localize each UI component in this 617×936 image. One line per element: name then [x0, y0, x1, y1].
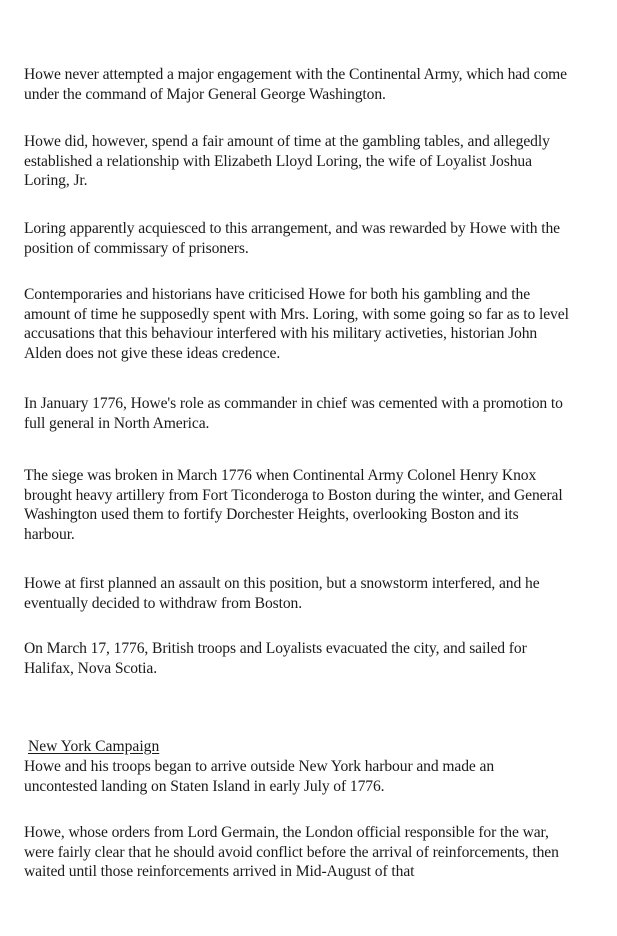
paragraph-gambling: Howe did, however, spend a fair amount of time at the gambling tables, and allegedly established a relationship with Elizabeth Lloyd Loring, the wife of Loyalist Joshua Loring, Jr. [24, 133, 550, 189]
paragraph-withdraw: Howe at first planned an assault on this position, but a snowstorm interfered, and he eventually decided to withdraw from Boston. [24, 575, 540, 612]
paragraph-criticism: Contemporaries and historians have criticised Howe for both his gambling and the amount of time he supposedly spent with Mrs. Loring, with some going so far as to level accusations that this behaviour interfered with his military activeties, historian John Alden does not give these ideas credence. [24, 286, 569, 362]
paragraph-germain-orders: Howe, whose orders from Lord Germain, the London official responsible for the war, were fairly clear that he should avoid conflict before the arrival of reinforcements, then waited until those reinforcements arrived in Mid-August of that [24, 824, 559, 880]
paragraph-promotion: In January 1776, Howe's role as commander in chief was cemented with a promotion to full general in North America. [24, 395, 563, 432]
paragraph-siege: The siege was broken in March 1776 when Continental Army Colonel Henry Knox brought heavy artillery from Fort Ticonderoga to Boston during the winter, and General Washington used them to fortify Dorchester Heights, overlooking Boston and its harbour. [24, 467, 563, 543]
paragraph-evacuation: On March 17, 1776, British troops and Loyalists evacuated the city, and sailed for Halifax, Nova Scotia. [24, 640, 527, 677]
paragraph-commissary: Loring apparently acquiesced to this arrangement, and was rewarded by Howe with the position of commissary of prisoners. [24, 220, 560, 257]
paragraph-staten-island: Howe and his troops began to arrive outside New York harbour and made an uncontested landing on Staten Island in early July of 1776. [24, 758, 495, 795]
section-heading-new-york-campaign: New York Campaign [28, 738, 160, 755]
paragraph-engagement: Howe never attempted a major engagement with the Continental Army, which had come under the command of Major General George Washington. [24, 66, 567, 103]
